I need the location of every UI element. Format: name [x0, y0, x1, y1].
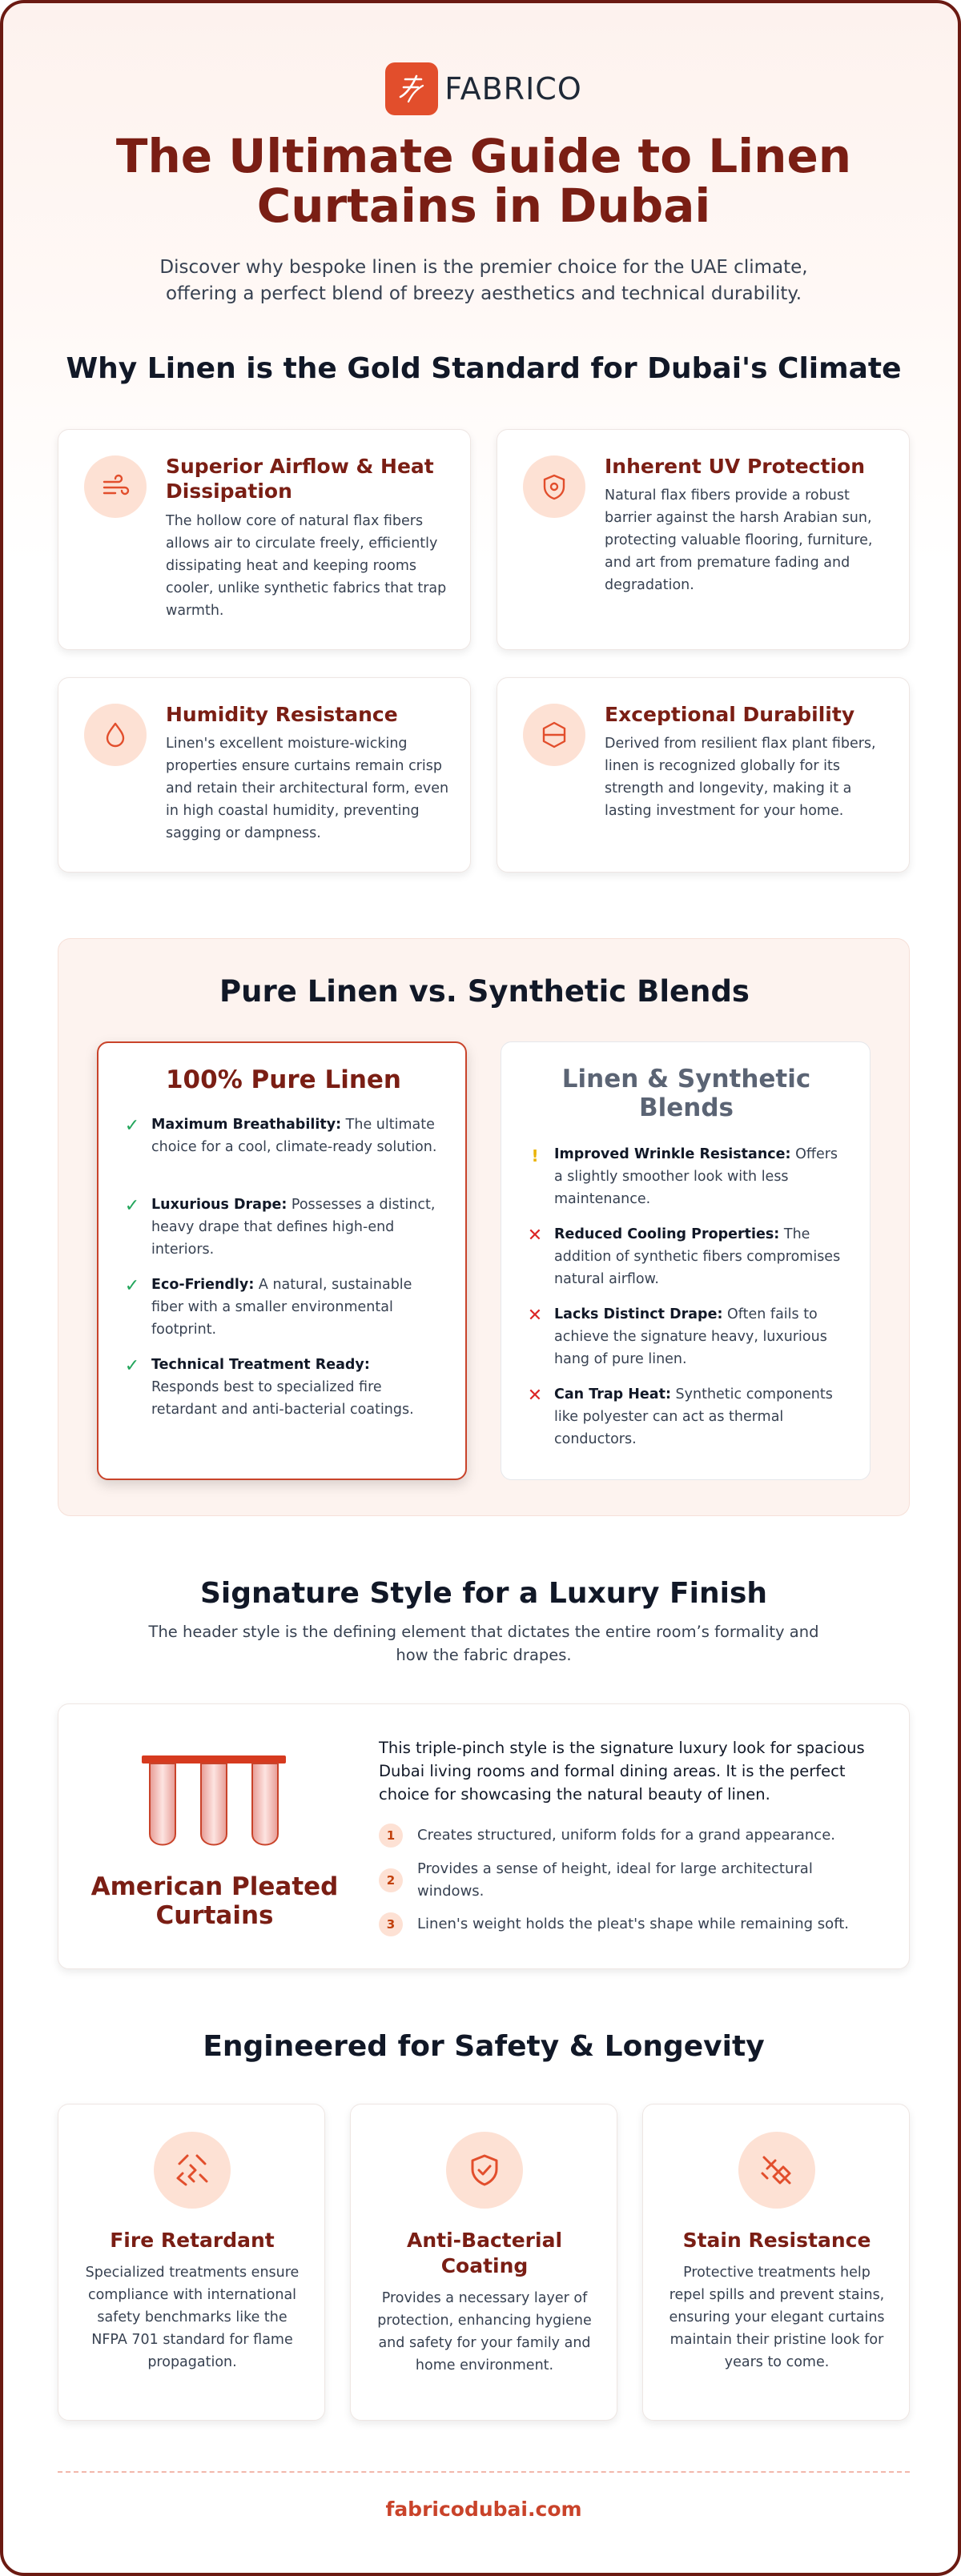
safety-card [58, 2104, 325, 2421]
benefits-heading: Why Linen is the Gold Standard for Dubai's Climate [66, 352, 902, 385]
benefit-title: Superior Airflow & Heat Dissipation [166, 455, 434, 503]
benefit-card [497, 677, 910, 873]
brand-name: FABRICO [444, 71, 582, 106]
pleated-curtain-icon [142, 1754, 286, 1858]
benefit-title: Humidity Resistance [166, 703, 398, 726]
shield-check-icon [446, 2132, 523, 2209]
footer-website-link[interactable]: fabricodubai.com [385, 2498, 582, 2521]
fabrico-logo-icon [385, 62, 438, 115]
pure-linen-title: 100% Pure Linen [165, 1065, 401, 1094]
page-title: The Ultimate Guide to Linen Curtains in Dubai [115, 129, 852, 233]
step-number: 3 [379, 1912, 403, 1936]
check-icon: ✓ [124, 1196, 140, 1216]
fire-retardant-icon [154, 2132, 231, 2209]
step-number: 2 [379, 1868, 403, 1892]
comparison-heading: Pure Linen vs. Synthetic Blends [219, 974, 750, 1009]
brand-logo[interactable] [3, 61, 961, 117]
pure-linen-item: Eco-Friendly: A natural, sustainable fiber with a smaller environmental footprint. [151, 1277, 412, 1338]
stain-brush-icon [738, 2132, 815, 2209]
shield-icon [523, 455, 585, 518]
safety-text: Provides a necessary layer of protection, enhancing hygiene and safety for your family and home environment. [377, 2290, 592, 2373]
safety-card [642, 2104, 910, 2421]
check-icon: ✓ [124, 1356, 140, 1376]
synthetic-blend-item: Improved Wrinkle Resistance: Offers a slightly smoother look with less maintenance. [554, 1146, 838, 1207]
benefit-card [58, 677, 471, 873]
style-card [58, 1703, 910, 1969]
safety-title: Stain Resistance [682, 2229, 871, 2252]
comparison-section [58, 938, 910, 1516]
droplet-icon [84, 704, 147, 766]
benefit-card [58, 429, 471, 650]
pure-linen-item: Luxurious Drape: Possesses a distinct, heavy drape that defines high-end interiors. [151, 1197, 436, 1258]
style-subheading: The header style is the defining element that dictates the entire room’s formality and how the fabric drapes. [148, 1623, 819, 1664]
benefit-text: Linen's excellent moisture-wicking properties ensure curtains remain crisp and retain their architectural form, even in high coastal humidity, preventing sagging or dampness. [166, 736, 449, 841]
benefit-text: Derived from resilient flax plant fibers, linen is recognized globally for its strength and longevity, making it a lasting investment for your home. [605, 736, 876, 819]
cross-icon: ✕ [527, 1306, 543, 1326]
benefit-text: The hollow core of natural flax fibers allows air to circulate freely, efficiently dissipating heat and keeping rooms cooler, unlike synthetic fabrics that trap warmth. [166, 513, 447, 619]
style-name: American Pleated Curtains [90, 1872, 339, 1930]
safety-title: Anti-Bacterial Coating [406, 2229, 563, 2277]
caution-icon: ! [531, 1146, 539, 1166]
synthetic-blend-item: Can Trap Heat: Synthetic components like polyester can act as thermal conductors. [554, 1386, 833, 1447]
pure-linen-item: Technical Treatment Ready: Responds best to specialized fire retardant and anti-bacterial coatings. [151, 1357, 414, 1418]
synthetic-blend-title: Linen & Synthetic Blends [561, 1065, 811, 1122]
synthetic-blend-column [501, 1041, 871, 1480]
safety-title: Fire Retardant [110, 2229, 275, 2252]
benefit-title: Exceptional Durability [605, 703, 855, 726]
cross-icon: ✕ [527, 1386, 543, 1406]
benefit-text: Natural flax fibers provide a robust barrier against the harsh Arabian sun, protecting valuable flooring, furniture, and art from premature fading and degradation. [605, 488, 873, 593]
step-text: Provides a sense of height, ideal for large architectural windows. [417, 1860, 813, 1900]
benefit-card [497, 429, 910, 650]
style-heading: Signature Style for a Luxury Finish [199, 1577, 768, 1610]
wind-icon [84, 455, 147, 518]
check-icon: ✓ [124, 1116, 140, 1136]
cross-icon: ✕ [527, 1226, 543, 1246]
safety-heading: Engineered for Safety & Longevity [203, 2030, 765, 2063]
safety-text: Protective treatments help repel spills and prevent stains, ensuring your elegant curtains maintain their pristine look for years to come. [669, 2265, 885, 2370]
benefit-title: Inherent UV Protection [605, 455, 865, 478]
step-text: Creates structured, uniform folds for a grand appearance. [417, 1827, 835, 1844]
style-description: This triple-pinch style is the signature luxury look for spacious Dubai living rooms and formal dining areas. It is the perfect choice for showcasing the natural beauty of linen. [379, 1739, 865, 1804]
synthetic-blend-item: Reduced Cooling Properties: The addition of synthetic fibers compromises natural airflow. [554, 1226, 841, 1287]
pure-linen-item: Maximum Breathability: The ultimate choice for a cool, climate-ready solution. [151, 1117, 437, 1155]
pure-linen-column [97, 1041, 467, 1480]
page-subtitle: Discover why bespoke linen is the premier choice for the UAE climate, offering a perfect blend of breezy aesthetics and technical durability. [159, 257, 808, 304]
synthetic-blend-item: Lacks Distinct Drape: Often fails to achieve the signature heavy, luxurious hang of pure linen. [554, 1306, 827, 1367]
footer-divider [58, 2471, 910, 2473]
step-text: Linen's weight holds the pleat's shape while remaining soft. [417, 1916, 849, 1932]
safety-card [350, 2104, 617, 2421]
safety-text: Specialized treatments ensure compliance with international safety benchmarks like the NFPA 701 standard for flame propagation. [85, 2265, 300, 2370]
step-number: 1 [379, 1824, 403, 1848]
hexagon-icon [523, 704, 585, 766]
check-icon: ✓ [124, 1276, 140, 1296]
